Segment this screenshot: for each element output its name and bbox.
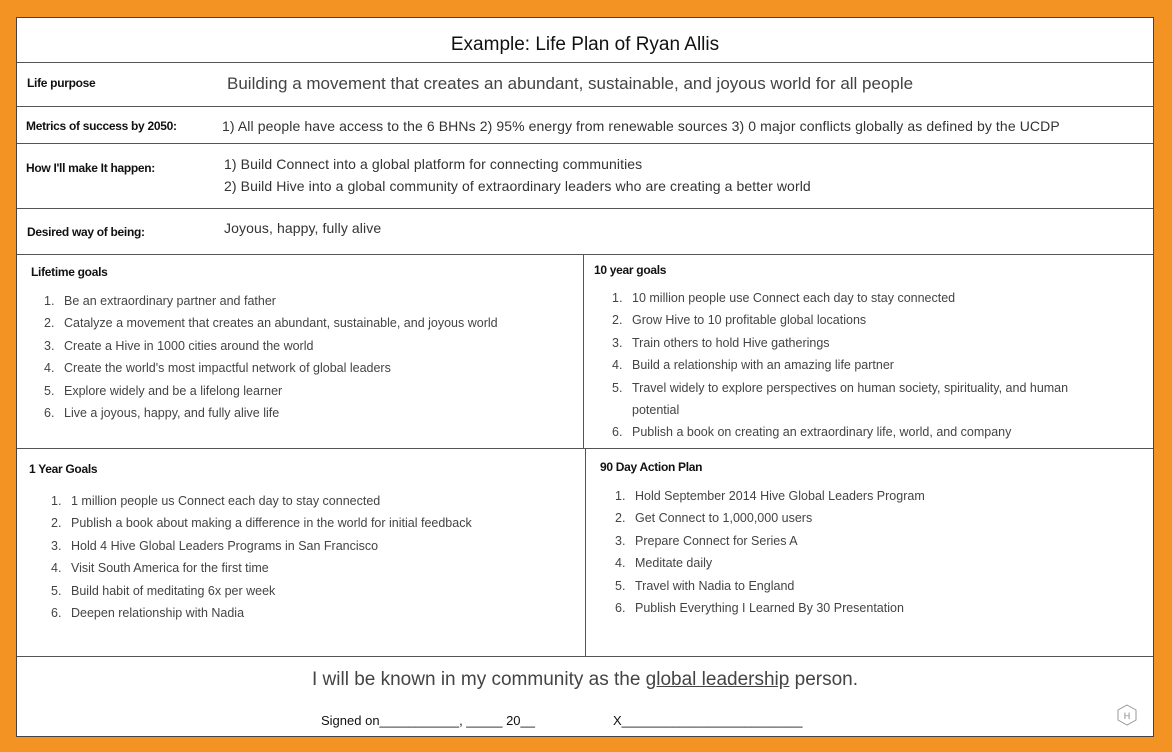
list-item: 2. Grow Hive to 10 profitable global locations: [612, 313, 867, 328]
list-item: 4. Create the world's most impactful network of global leaders: [44, 361, 391, 376]
list-item: 5. Build habit of meditating 6x per week: [51, 583, 276, 598]
list-item: 1. 10 million people use Connect each day to stay connected: [612, 291, 956, 305]
divider: [17, 62, 1153, 63]
divider: [17, 254, 1153, 255]
divider: [585, 448, 586, 656]
divider: [17, 106, 1153, 107]
being-label: Desired way of being:: [27, 225, 145, 239]
metrics-text: 1) All people have access to the 6 BHNs 2) 95% energy from renewable sources 3) 0 major conflicts globally as defined by the UCDP: [222, 118, 1060, 134]
metrics-label: Metrics of success by 2050:: [26, 119, 177, 133]
list-item: 4. Meditate daily: [615, 556, 713, 571]
known-as-statement: [17, 669, 1153, 691]
page-title: Example: Life Plan of Ryan Allis: [450, 34, 720, 55]
lifetime-goals-heading: Lifetime goals: [31, 265, 108, 279]
list-item: 6. Deepen relationship with Nadia: [51, 605, 245, 620]
list-item: 3. Prepare Connect for Series A: [615, 533, 798, 548]
life-plan-sheet: [16, 17, 1154, 737]
list-item: 6. Publish a book on creating an extraordinary life, world, and company: [612, 425, 1012, 440]
how-line-2: 2) Build Hive into a global community of extraordinary leaders who are creating a better world: [224, 178, 811, 194]
logo-letter: H: [1123, 711, 1131, 721]
life-purpose-label: Life purpose: [27, 76, 96, 90]
known-as-after: person.: [789, 669, 858, 690]
list-item: 3. Create a Hive in 1000 cities around the world: [44, 338, 314, 353]
list-item: 3. Hold 4 Hive Global Leaders Programs in San Francisco: [51, 538, 379, 553]
divider: [583, 254, 584, 448]
list-item: 4. Build a relationship with an amazing life partner: [612, 358, 894, 373]
signed-on-line: Signed on___________, _____ 20__: [321, 713, 535, 728]
list-item: 1. Hold September 2014 Hive Global Leaders Program: [615, 489, 925, 503]
known-as-underlined: global leadership: [645, 669, 790, 690]
one-year-goals-list: [51, 490, 472, 624]
divider: [17, 208, 1153, 209]
known-as-before: I will be known in my community as the: [311, 669, 646, 690]
list-item: 1. 1 million people us Connect each day to stay connected: [51, 494, 381, 508]
signature-x-line: X_________________________: [613, 713, 803, 728]
being-text: Joyous, happy, fully alive: [224, 220, 382, 236]
divider: [17, 143, 1153, 144]
list-item: 2. Get Connect to 1,000,000 users: [615, 511, 813, 526]
list-item: 6. Publish Everything I Learned By 30 Presentation: [615, 600, 904, 615]
divider: [17, 656, 1153, 657]
list-item: 2. Catalyze a movement that creates an abundant, sustainable, and joyous world: [44, 316, 498, 331]
list-item: 5. Explore widely and be a lifelong learner: [44, 383, 283, 398]
list-item: 3. Train others to hold Hive gatherings: [612, 335, 830, 350]
one-year-goals-heading: 1 Year Goals: [29, 462, 98, 476]
how-line-1: 1) Build Connect into a global platform for connecting communities: [224, 156, 643, 172]
ninety-day-plan-heading: 90 Day Action Plan: [600, 460, 703, 474]
how-label: How I'll make It happen:: [26, 161, 156, 175]
list-item: 6. Live a joyous, happy, and fully alive life: [44, 405, 280, 420]
ten-year-goals-heading: 10 year goals: [594, 263, 667, 277]
list-item: 5. Travel widely to explore perspectives on human society, spirituality, and human potential: [612, 380, 1069, 417]
life-purpose-text: Building a movement that creates an abundant, sustainable, and joyous world for all people: [227, 74, 914, 93]
list-item: 5. Travel with Nadia to England: [615, 578, 795, 593]
ninety-day-plan-list: [615, 485, 925, 619]
lifetime-goals-list: [44, 290, 498, 424]
hexagon-logo-icon: [1116, 704, 1138, 726]
list-item: 4. Visit South America for the first time: [51, 561, 269, 576]
ten-year-goals-list: [612, 287, 1112, 444]
list-item: 2. Publish a book about making a difference in the world for initial feedback: [51, 516, 472, 531]
list-item: 1. Be an extraordinary partner and father: [44, 294, 276, 308]
